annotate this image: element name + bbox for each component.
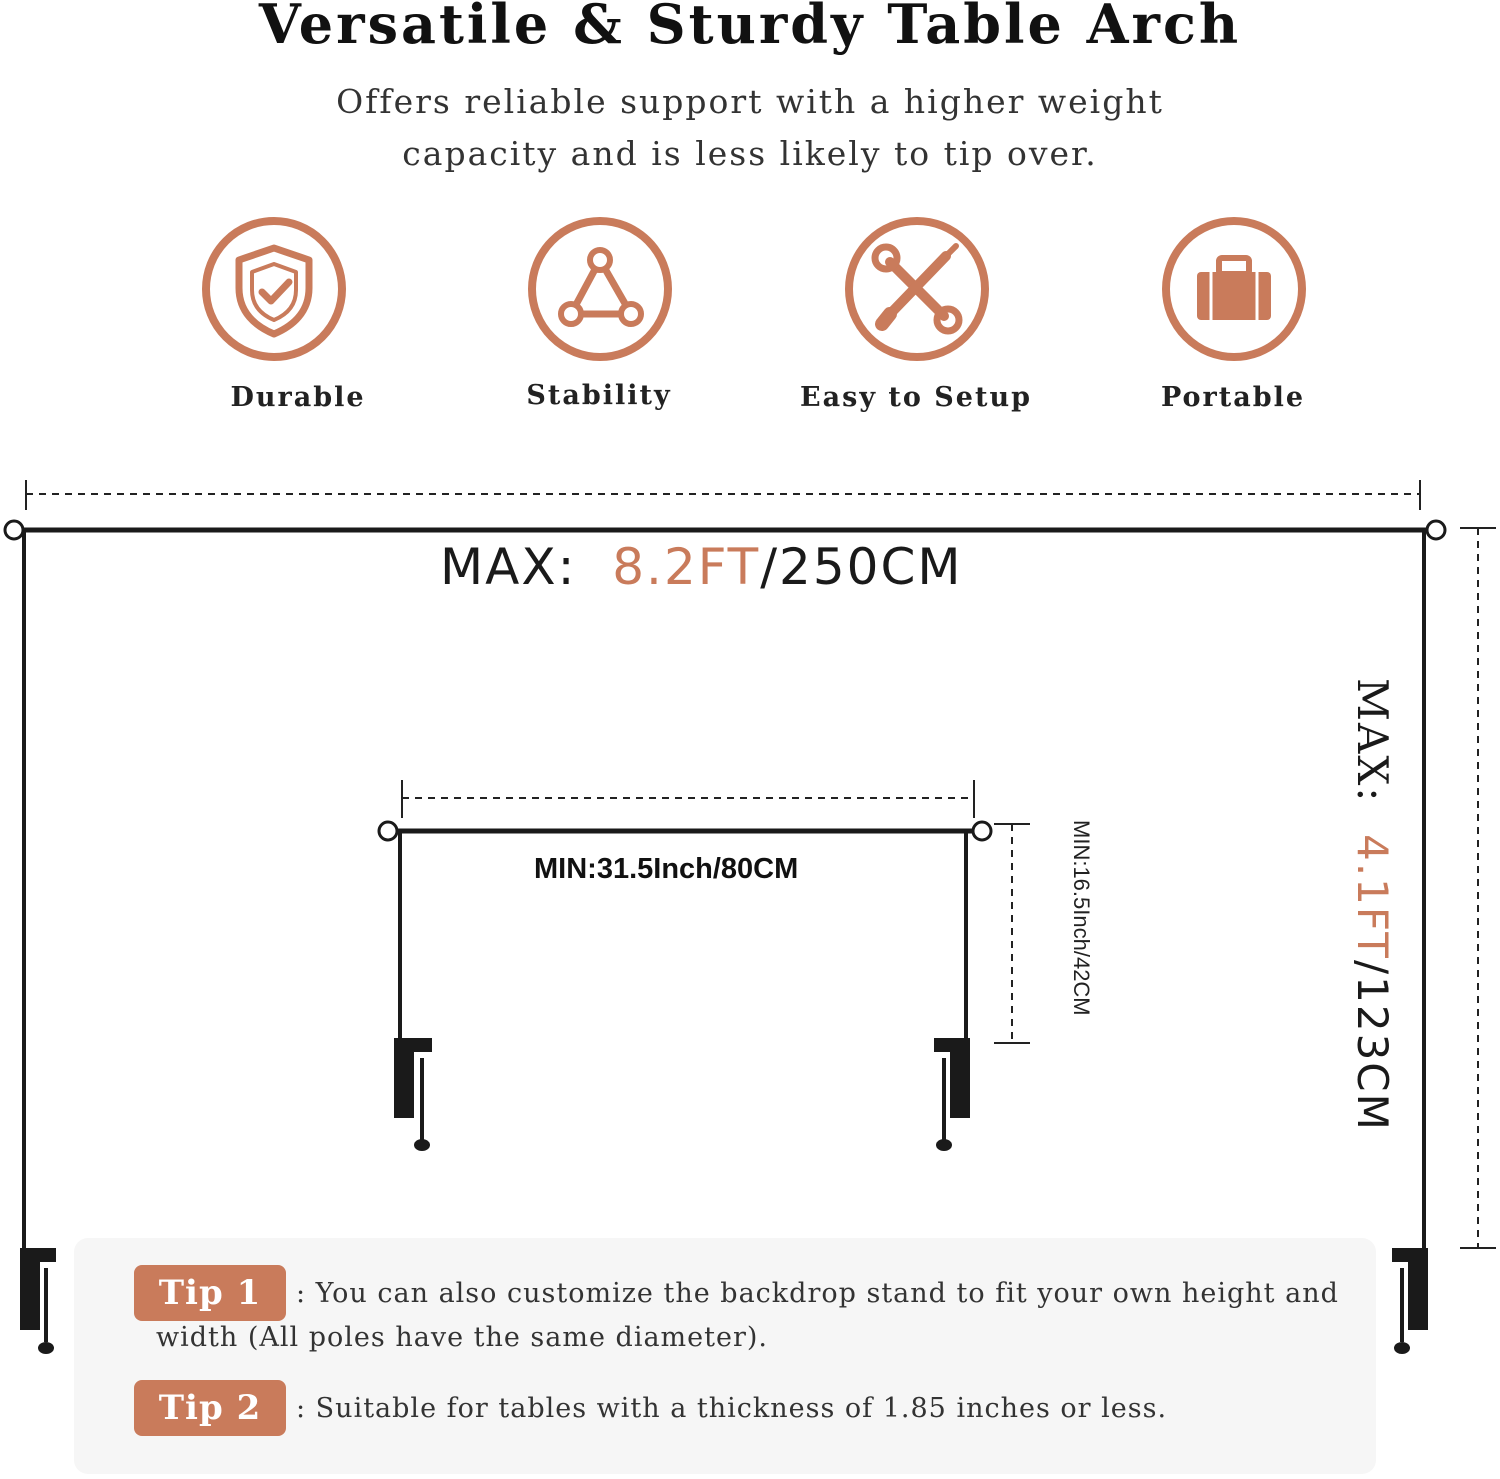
small-right-clamp bbox=[934, 1038, 970, 1151]
max-width-label: MAX: 8.2FT/250CM bbox=[440, 538, 963, 596]
left-clamp bbox=[20, 1248, 56, 1354]
tip-1-badge: Tip 1 bbox=[134, 1265, 286, 1321]
max-width-dimension-line bbox=[26, 480, 1420, 510]
min-height-dimension-line bbox=[994, 824, 1030, 1043]
min-height-label: MIN:16.5Inch/42CM bbox=[1069, 820, 1094, 1016]
tip-2-text: : Suitable for tables with a thickness of 1.85 inches or less. bbox=[296, 1393, 1168, 1424]
tip-1-text-line-2: width (All poles have the same diameter). bbox=[156, 1322, 768, 1353]
max-height-label: MAX: 4.1FT/123CM bbox=[1348, 678, 1397, 1132]
feature-label-easy-to-setup: Easy to Setup bbox=[800, 382, 1032, 413]
feature-label-stability: Stability bbox=[526, 380, 672, 411]
page-title: Versatile & Sturdy Table Arch bbox=[258, 0, 1242, 56]
min-width-dimension-line bbox=[402, 780, 974, 818]
tip-1-text-line-1: : You can also customize the backdrop stand to fit your own height and bbox=[296, 1278, 1339, 1309]
feature-label-durable: Durable bbox=[230, 382, 366, 413]
large-arch-frame bbox=[5, 521, 1445, 1354]
tip-2-badge: Tip 2 bbox=[134, 1380, 286, 1436]
right-clamp bbox=[1392, 1248, 1428, 1354]
max-height-dimension-line bbox=[1460, 528, 1496, 1248]
min-width-label: MIN:31.5Inch/80CM bbox=[534, 853, 799, 885]
subtitle-line-2: capacity and is less likely to tip over. bbox=[402, 134, 1098, 173]
subtitle-line-1: Offers reliable support with a higher weight bbox=[336, 82, 1164, 121]
feature-label-portable: Portable bbox=[1160, 382, 1306, 413]
small-left-clamp bbox=[394, 1038, 432, 1151]
